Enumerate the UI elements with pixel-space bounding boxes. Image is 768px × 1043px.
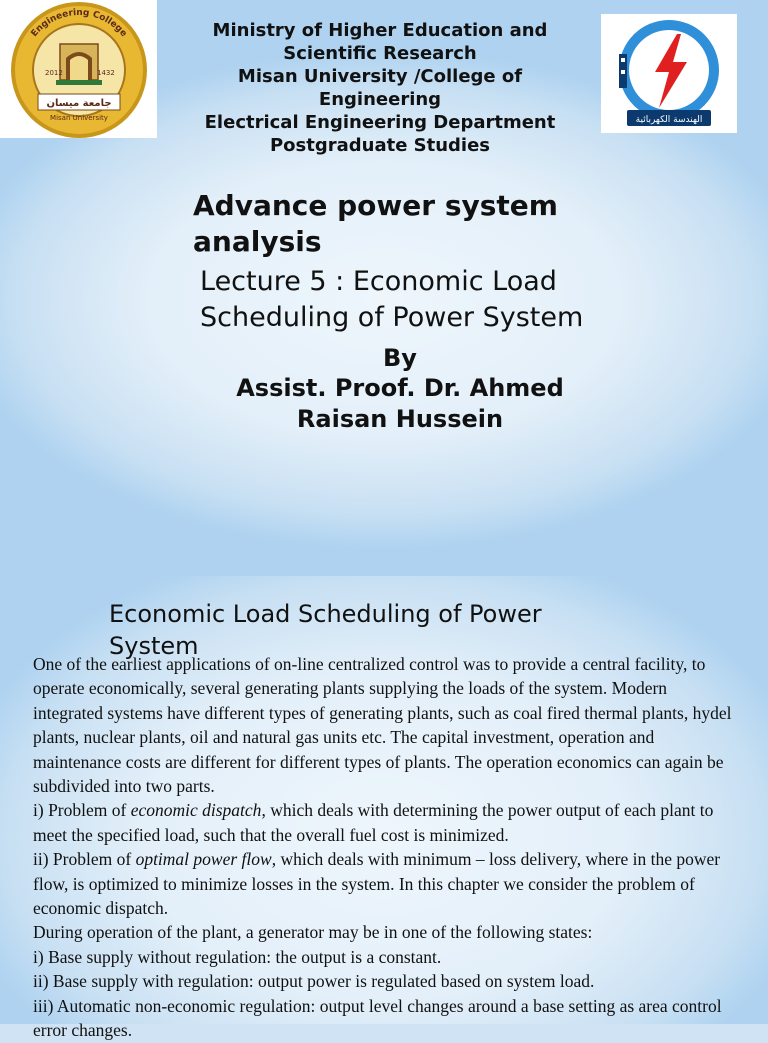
logo-year-right: 1432 [97, 69, 115, 77]
author-name: Assist. Proof. Dr. Ahmed Raisan Hussein [236, 374, 564, 433]
institution-line: Electrical Engineering Department [204, 112, 556, 133]
by-label: By [383, 344, 417, 372]
paragraph: One of the earliest applications of on-line centralized control was to provide a central facility, to operate economically, several generating plants supplying the loads of the system. Modern integrated systems have different types of generating plants, such as coal fired thermal plants, hydel plants, nuclear plants, oil and natural gas units etc. The capital investment, operation and maintenance costs are different for different types of plants. The operation economics can again be subdivided into two parts. [33, 654, 732, 797]
logo-caption: الهندسة الكهربائية [635, 115, 703, 125]
logo-year-left: 2012 [45, 69, 63, 77]
college-seal-icon [0, 0, 157, 138]
lecture-title: Lecture 5 : Economic Load Scheduling of Power System [200, 266, 584, 333]
institution-line: Postgraduate Studies [269, 135, 491, 156]
department-logo [601, 14, 737, 133]
list-item: i) Base supply without regulation: the output is a constant. [33, 946, 442, 967]
course-title: Advance power system analysis [193, 189, 558, 258]
list-item: ii) Problem of optimal power flow, which deals with minimum – loss delivery, where in the power flow, is optimized to minimize losses in the system. In this chapter we consider the problem of economic dispatch. [33, 849, 721, 919]
college-logo [0, 0, 157, 138]
list-item: iii) Automatic non-economic regulation: output level changes around a base setting as area control error changes. [33, 995, 722, 1041]
list-item: i) Problem of economic dispatch, which deals with determining the power output of each plant to meet the specified load, such that the overall fuel cost is minimized. [33, 800, 714, 845]
logo-bottom-text: Misan University [50, 114, 108, 122]
institution-line: Misan University /College of [237, 66, 523, 87]
institution-header [160, 19, 600, 157]
institution-line: Scientific Research [283, 43, 477, 64]
logo-top-text: Engineering College [29, 7, 129, 39]
term: optimal power flow [135, 849, 272, 870]
term: economic dispatch [130, 800, 262, 821]
section-title: Economic Load Scheduling of Power System [109, 600, 542, 660]
body-text [33, 652, 741, 1043]
institution-line: Ministry of Higher Education and [212, 20, 548, 41]
list-item: ii) Base supply with regulation: output power is regulated based on system load. [33, 971, 595, 992]
logo-arabic-text: جامعة ميسان [46, 98, 112, 109]
gate-icon [56, 44, 102, 85]
lightning-bolt-icon [601, 14, 737, 133]
institution-line: Engineering [318, 89, 442, 110]
paragraph: During operation of the plant, a generator may be in one of the following states: [33, 922, 593, 943]
